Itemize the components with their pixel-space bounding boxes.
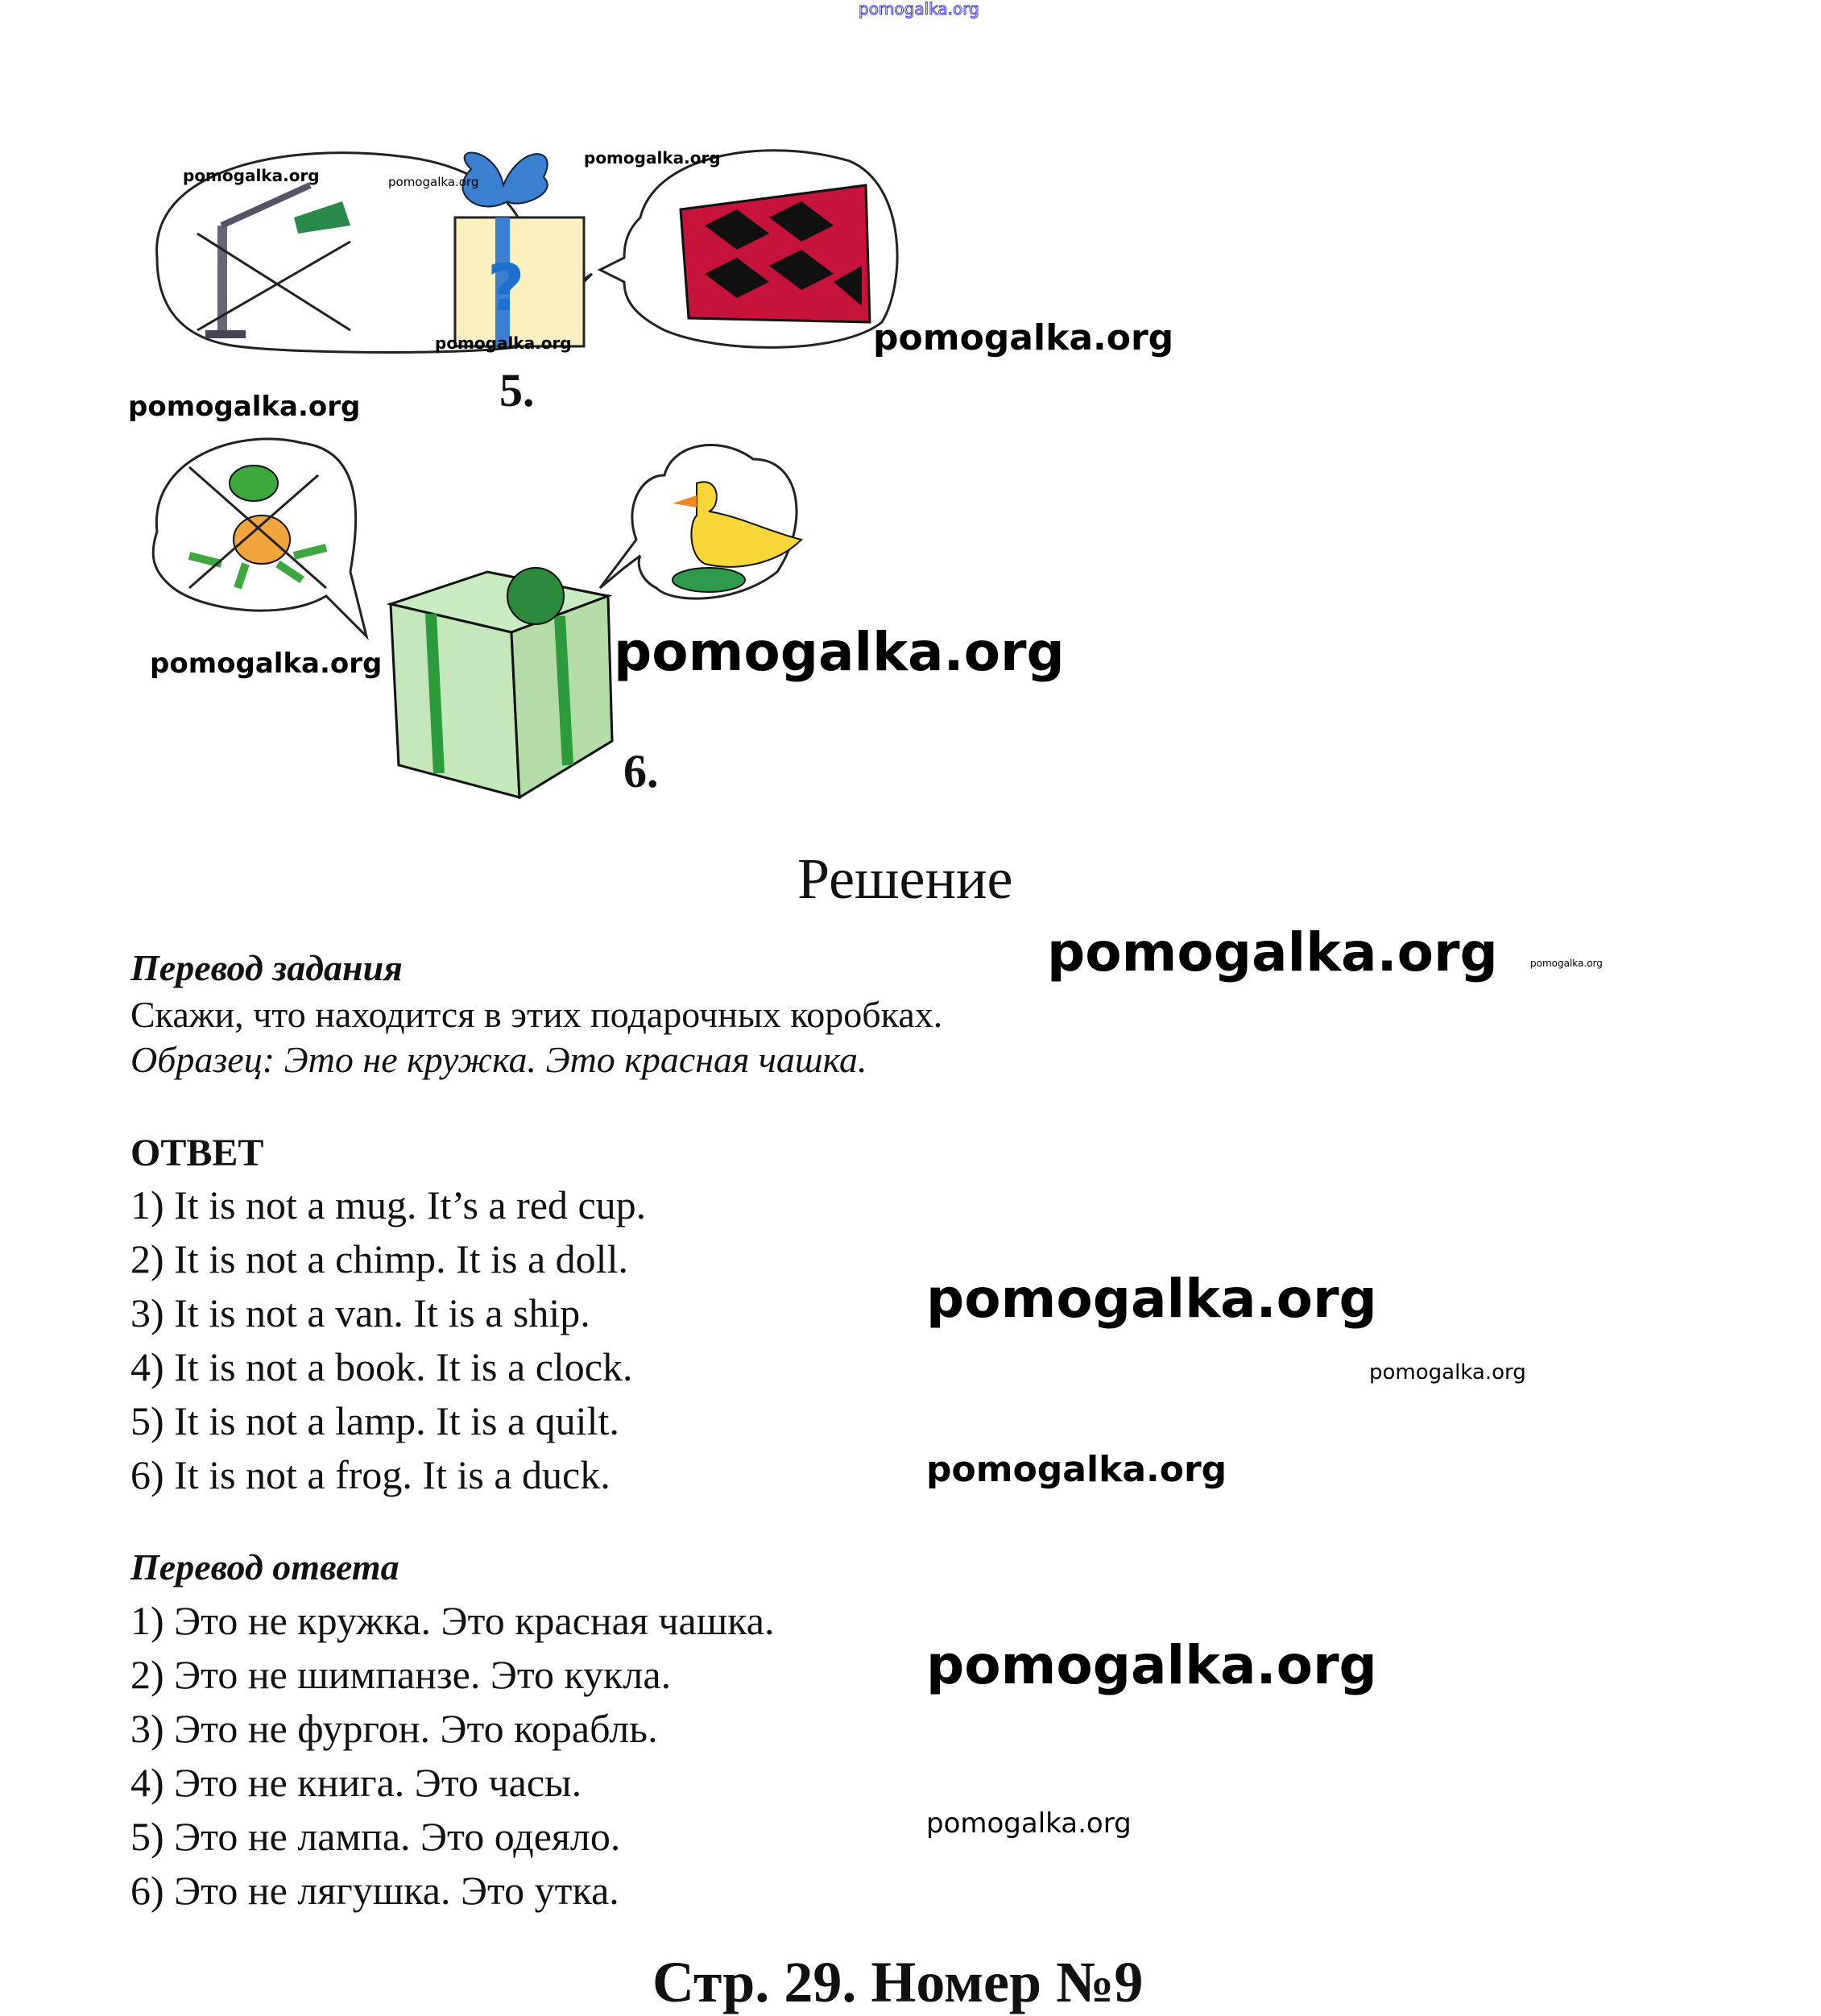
item-number-5: 5.: [499, 364, 535, 416]
answer-label: ОТВЕТ: [130, 1132, 264, 1174]
answer-translation-label: Перевод ответа: [130, 1546, 399, 1588]
translation-line: 6) Это не лягушка. Это утка.: [130, 1868, 619, 1913]
answer-line: 4) It is not a book. It is a clock.: [130, 1344, 633, 1389]
watermark: pomogalka.org: [926, 1268, 1377, 1330]
watermark: pomogalka.org: [183, 166, 320, 185]
watermark: pomogalka.org: [388, 175, 479, 189]
question-mark: ?: [487, 250, 525, 325]
watermark: pomogalka.org: [1047, 921, 1498, 983]
translation-line: 2) Это не шимпанзе. Это кукла.: [130, 1652, 672, 1697]
watermark: pomogalka.org: [1530, 958, 1603, 969]
solution-heading: Решение: [797, 847, 1013, 911]
watermark: pomogalka.org: [435, 333, 572, 353]
translation-line: 5) Это не лампа. Это одеяло.: [130, 1814, 621, 1859]
watermark: pomogalka.org: [926, 1807, 1132, 1840]
watermark: pomogalka.org: [926, 1634, 1377, 1696]
watermark-top: pomogalka.org: [859, 0, 979, 19]
example-text: Образец: Это не кружка. Это красная чашка.: [130, 1039, 867, 1080]
next-page-heading: Стр. 29. Номер №9: [652, 1950, 1144, 2014]
translation-line: 3) Это не фургон. Это корабль.: [130, 1706, 658, 1751]
watermark: pomogalka.org: [584, 148, 721, 168]
task-translation-label: Перевод задания: [130, 947, 403, 988]
watermark: pomogalka.org: [1369, 1360, 1526, 1385]
answer-line: 2) It is not a chimp. It is a doll.: [130, 1236, 628, 1281]
quilt-icon: [681, 185, 870, 322]
answer-line: 3) It is not a van. It is a ship.: [130, 1290, 590, 1335]
illustration-6: [141, 427, 866, 805]
watermark: pomogalka.org: [873, 317, 1174, 358]
watermark: pomogalka.org: [128, 391, 361, 423]
task-translation: Скажи, что находится в этих подарочных коробках.: [130, 994, 943, 1035]
translation-line: 4) Это не книга. Это часы.: [130, 1760, 582, 1805]
answer-line: 5) It is not a lamp. It is a quilt.: [130, 1398, 619, 1443]
item-number-6: 6.: [623, 745, 659, 797]
watermark: pomogalka.org: [150, 648, 383, 680]
answer-line: 6) It is not a frog. It is a duck.: [130, 1452, 610, 1497]
watermark: pomogalka.org: [926, 1449, 1227, 1490]
gift-box-6-icon: [391, 568, 612, 797]
watermark: pomogalka.org: [614, 621, 1065, 683]
translation-line: 1) Это не кружка. Это красная чашка.: [130, 1598, 775, 1643]
answer-line: 1) It is not a mug. It’s a red cup.: [130, 1182, 647, 1227]
